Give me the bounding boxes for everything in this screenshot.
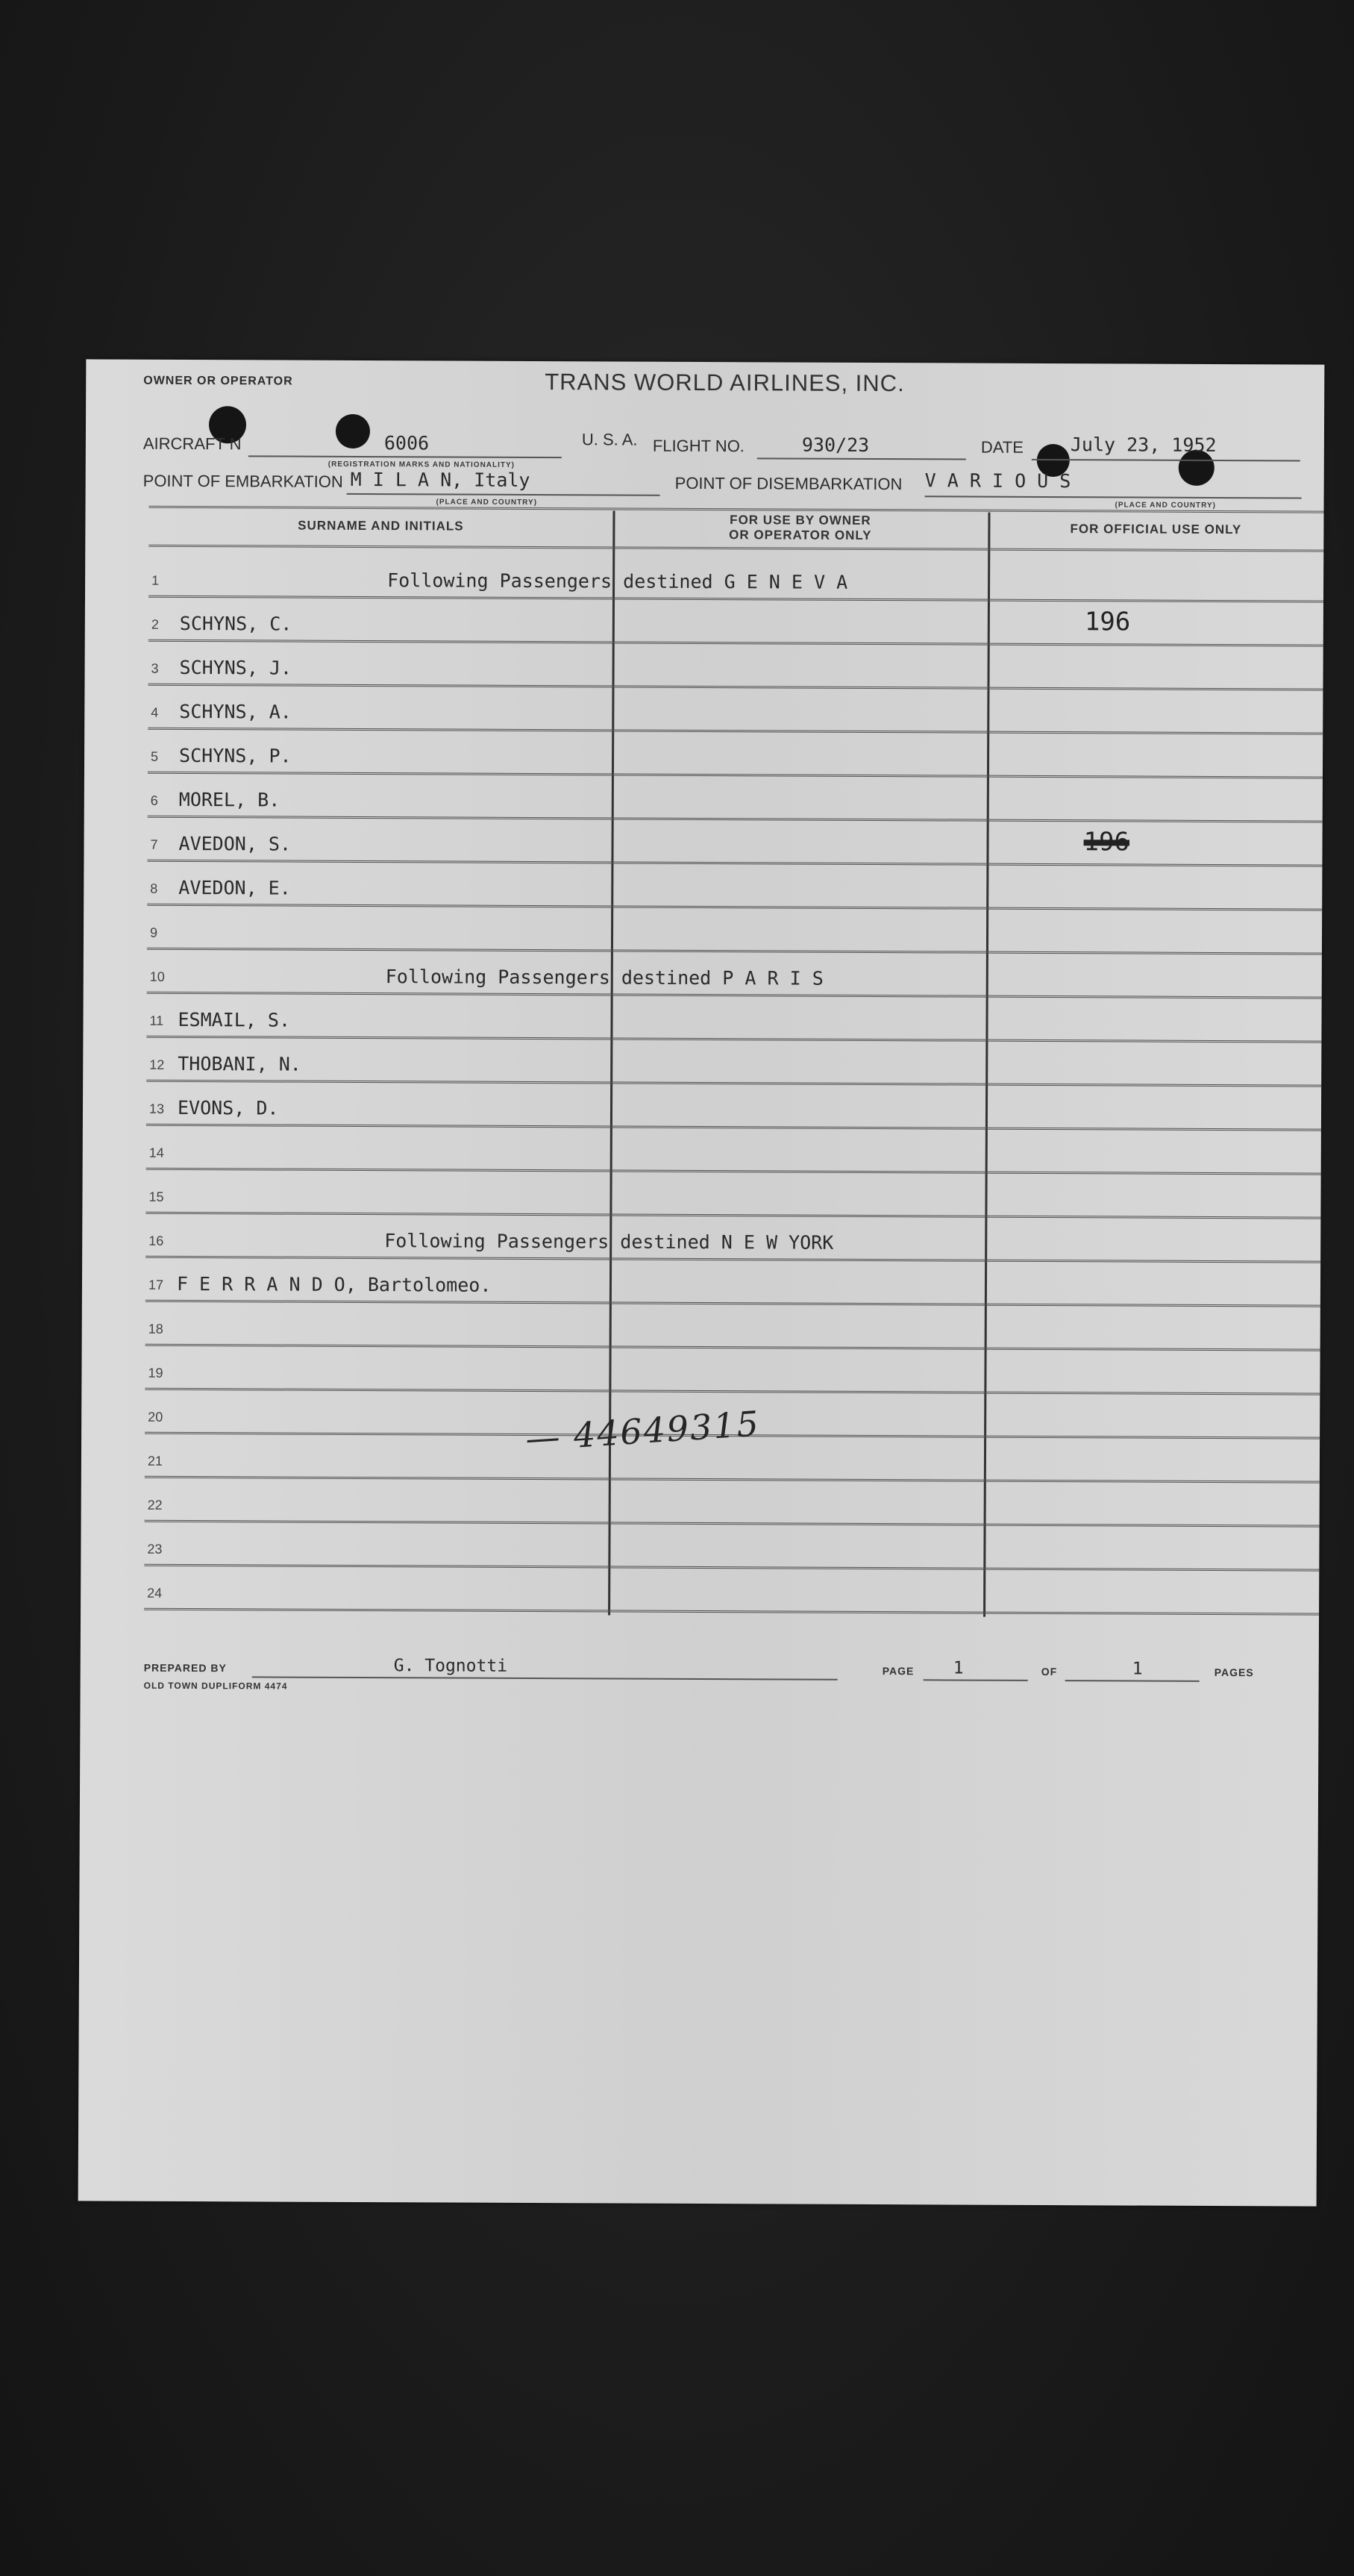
row-number: 13 — [148, 1101, 165, 1116]
embarkation-value: M I L A N, Italy — [350, 468, 530, 491]
row-number: 18 — [148, 1321, 163, 1337]
passenger-name: AVEDON, E. — [178, 876, 291, 899]
disembarkation-note: (PLACE AND COUNTRY) — [1115, 501, 1217, 510]
passenger-name: MOREL, B. — [178, 788, 280, 811]
table-row — [148, 730, 1323, 779]
table-row — [146, 1126, 1321, 1175]
page-label: PAGE — [882, 1665, 915, 1678]
destination-heading: Following Passengers destined N E W YORK — [384, 1230, 834, 1254]
table-row — [147, 862, 1322, 911]
table-row — [148, 554, 1323, 603]
row-rule — [144, 1608, 1319, 1616]
passenger-table — [144, 509, 1323, 1619]
table-row — [145, 1302, 1320, 1351]
flight-underline — [757, 457, 966, 460]
prepared-by-label: PREPARED BY — [143, 1661, 227, 1675]
official-use-value: 196 — [1084, 607, 1131, 637]
passenger-name: SCHYNS, C. — [179, 612, 292, 635]
page-value: 1 — [953, 1658, 964, 1678]
row-number: 3 — [151, 660, 159, 676]
row-number: 1 — [151, 572, 160, 588]
row-number: 21 — [147, 1453, 163, 1469]
row-number: 9 — [149, 925, 158, 940]
owner-use-line2: OR OPERATOR ONLY — [729, 528, 872, 543]
nationality: U. S. A. — [581, 430, 638, 449]
column-header-official-use: FOR OFFICIAL USE ONLY — [1070, 522, 1242, 537]
table-row — [146, 994, 1321, 1043]
table-row — [147, 906, 1322, 955]
official-use-value: 196 — [1083, 827, 1130, 857]
disembarkation-value: V A R I O U S — [924, 469, 1071, 493]
row-number: 2 — [151, 616, 159, 632]
row-number: 6 — [150, 793, 158, 808]
row-number: 10 — [149, 969, 165, 984]
table-row — [145, 1170, 1320, 1219]
pages-label: PAGES — [1214, 1666, 1254, 1679]
passenger-name: SCHYNS, A. — [179, 700, 292, 723]
passenger-name: EVONS, D. — [177, 1096, 279, 1119]
row-number: 12 — [149, 1057, 165, 1072]
embarkation-note: (PLACE AND COUNTRY) — [436, 498, 538, 507]
row-number: 23 — [147, 1541, 163, 1557]
manifest-sheet — [78, 359, 1325, 2206]
date-underline — [1032, 459, 1300, 462]
prepared-by-underline — [252, 1676, 838, 1680]
row-number: 7 — [150, 837, 158, 852]
destination-heading: Following Passengers destined P A R I S — [385, 966, 824, 990]
row-number: 14 — [148, 1145, 164, 1160]
table-row — [145, 1214, 1320, 1263]
owner-operator-label: OWNER OR OPERATOR — [143, 374, 293, 388]
destination-heading: Following Passengers destined G E N E V A — [387, 569, 848, 593]
punch-hole — [336, 414, 370, 448]
registration-note: (REGISTRATION MARKS AND NATIONALITY) — [327, 460, 515, 469]
form-code: OLD TOWN DUPLIFORM 4474 — [143, 1680, 288, 1692]
of-label: OF — [1041, 1665, 1058, 1678]
prepared-by-value: G. Tognotti — [393, 1656, 508, 1676]
row-number: 22 — [147, 1497, 163, 1513]
row-number: 16 — [148, 1233, 164, 1248]
aircraft-underline — [248, 455, 562, 458]
passenger-name: ESMAIL, S. — [178, 1008, 291, 1031]
table-row — [144, 1522, 1319, 1572]
date-label: DATE — [980, 437, 1024, 457]
aircraft-label: AIRCRAFT N — [142, 434, 242, 454]
row-number: 15 — [148, 1189, 164, 1204]
passenger-name: SCHYNS, J. — [179, 656, 292, 679]
table-row — [148, 686, 1323, 735]
aircraft-value: 6006 — [383, 432, 430, 454]
flight-label: FLIGHT NO. — [652, 436, 745, 456]
table-row — [148, 642, 1323, 691]
passenger-name: SCHYNS, P. — [179, 744, 292, 767]
owner-use-line1: FOR USE BY OWNER — [730, 513, 871, 528]
passenger-name: THOBANI, N. — [178, 1052, 301, 1075]
table-row — [145, 1346, 1320, 1395]
airline-name: TRANS WORLD AIRLINES, INC. — [545, 369, 905, 397]
embarkation-label: POINT OF EMBARKATION — [142, 471, 343, 491]
table-row — [145, 1258, 1320, 1307]
page-underline — [924, 1679, 1028, 1681]
table-row — [145, 1478, 1320, 1528]
row-number: 4 — [151, 704, 159, 720]
row-number: 8 — [150, 881, 158, 896]
column-header-surname: SURNAME AND INITIALS — [298, 518, 464, 534]
disembarkation-label: POINT OF DISEMBARKATION — [674, 473, 903, 494]
row-number: 11 — [149, 1013, 164, 1028]
handwritten-number: — 44649315 — [524, 1403, 762, 1459]
table-row — [146, 1082, 1321, 1131]
row-number: 17 — [148, 1277, 164, 1292]
disembarkation-underline — [925, 495, 1302, 498]
passenger-name: AVEDON, S. — [178, 832, 292, 855]
row-number: 19 — [148, 1365, 163, 1381]
of-underline — [1065, 1680, 1200, 1682]
table-row — [147, 950, 1322, 999]
flight-value: 930/23 — [801, 434, 870, 456]
row-number: 24 — [147, 1585, 163, 1601]
table-row — [146, 1038, 1321, 1087]
row-number: 5 — [151, 748, 159, 764]
table-row — [148, 598, 1323, 647]
date-value: July 23, 1952 — [1070, 434, 1217, 457]
embarkation-underline — [347, 493, 660, 496]
column-header-owner-use — [612, 510, 988, 558]
table-row — [148, 774, 1323, 823]
table-row — [144, 1566, 1319, 1616]
row-number: 20 — [148, 1409, 163, 1425]
of-value: 1 — [1132, 1659, 1143, 1679]
table-row — [147, 818, 1322, 867]
passenger-name: F E R R A N D O, Bartolomeo. — [176, 1272, 492, 1296]
